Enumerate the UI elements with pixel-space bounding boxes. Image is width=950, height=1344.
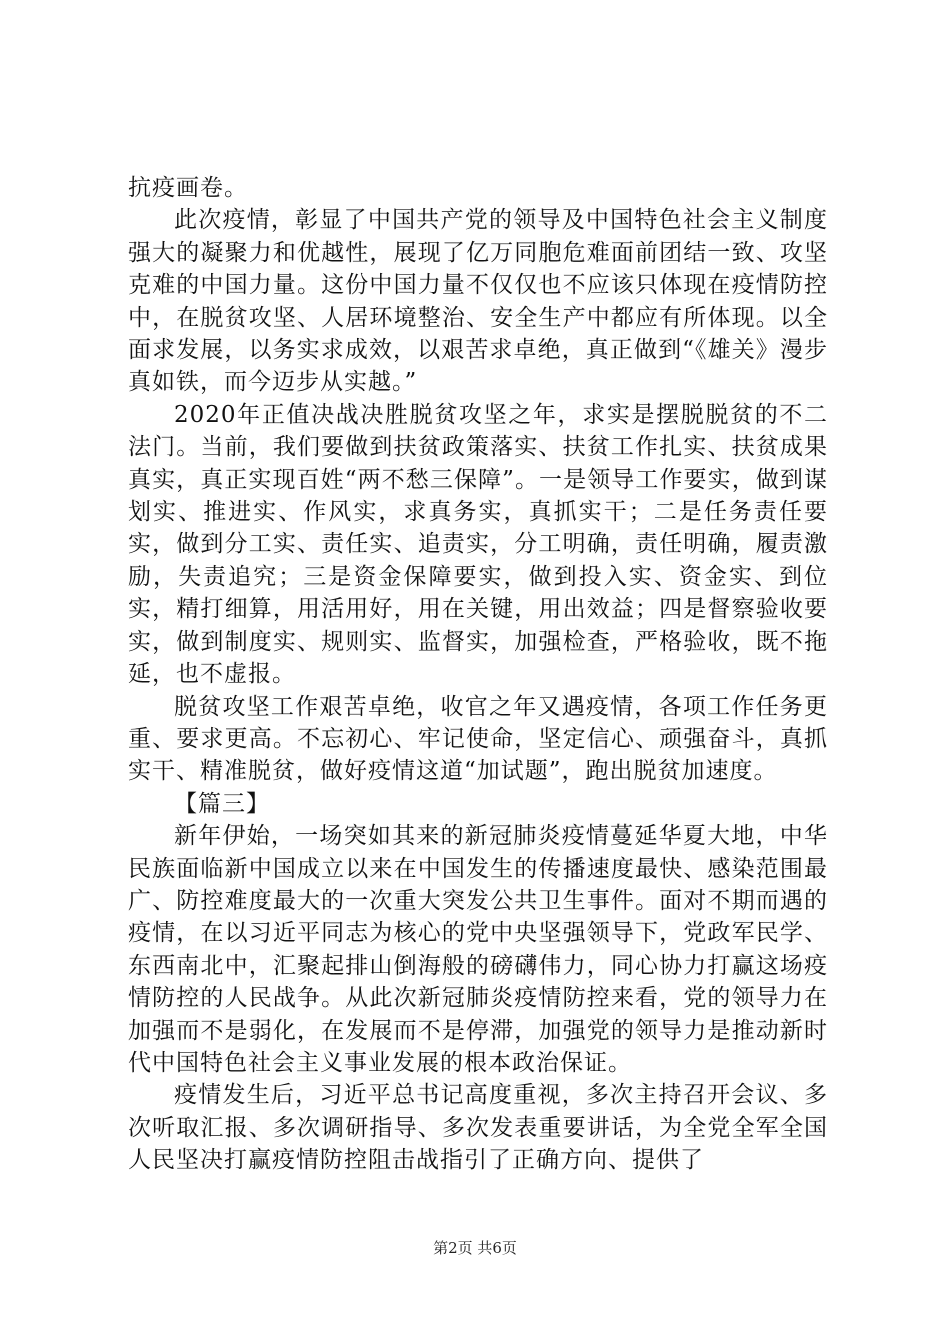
paragraph-new-year-epidemic: 新年伊始，一场突如其来的新冠肺炎疫情蔓延华夏大地，中华民族面临新中国成立以来在中国发生的传播速度最快、感染范围最广、防控难度最大的一次重大突发公共卫生事件。面对不期而遇的疫情，在以习近平同志为核心的党中央坚强领导下，党政军民学、东西南北中，汇聚起排山倒海般的磅礴伟力，同心协力打赢这场疫情防控的人民战争。从此次新冠肺炎疫情防控来看，党的领导力在加强而不是弱化，在发展而不是停滞，加强党的领导力是推动新时代中国特色社会主义事业发展的根本政治保证。 <box>128 823 828 1076</box>
section-heading-part-three: 【篇三】 <box>174 790 270 817</box>
paragraph-poverty-2020: 2020年正值决战决胜脱贫攻坚之年，求实是摆脱脱贫的不二法门。当前，我们要做到扶贫政策落实、扶贫工作扎实、扶贫成果真实，真正实现百姓“两不愁三保障”。一是领导工作要实，做到谋划实、推进实、作风实，求真务实，真抓实干；二是任务责任要实，做到分工实、责任实、追责实，分工明确，责任明确，履责激励，失责追究；三是资金保障要实，做到投入实、资金实、到位实，精打细算，用活用好，用在关键，用出效益；四是督察验收要实，做到制度实、规则实、监督实，加强检查，严格验收，既不拖延，也不虚报。 <box>128 401 828 688</box>
paragraph-continuation: 抗疫画卷。 <box>128 175 248 201</box>
paragraph-after-outbreak: 疫情发生后，习近平总书记高度重视，多次主持召开会议、多次听取汇报、多次调研指导、多次发表重要讲话，为全党全军全国人民坚决打赢疫情防控阻击战指引了正确方向、提供了 <box>128 1082 828 1174</box>
paragraph-epidemic-strength: 此次疫情，彰显了中国共产党的领导及中国特色社会主义制度强大的凝聚力和优越性，展现了亿万同胞危难面前团结一致、攻坚克难的中国力量。这份中国力量不仅仅也不应该只体现在疫情防控中，在脱贫攻坚、人居环境整治、安全生产中都应有所体现。以全面求发展，以务实求成效，以艰苦求卓绝，真正做到“《雄关》漫步真如铁，而今迈步从实越。” <box>128 207 828 396</box>
page-number-footer: 第2页 共6页 <box>433 1239 517 1257</box>
document-body <box>128 172 828 1177</box>
paragraph-poverty-conclusion: 脱贫攻坚工作艰苦卓绝，收官之年又遇疫情，各项工作任务更重、要求更高。不忘初心、牢记使命，坚定信心、顽强奋斗，真抓实干、精准脱贫，做好疫情这道“加试题”，跑出脱贫加速度。 <box>128 693 828 785</box>
